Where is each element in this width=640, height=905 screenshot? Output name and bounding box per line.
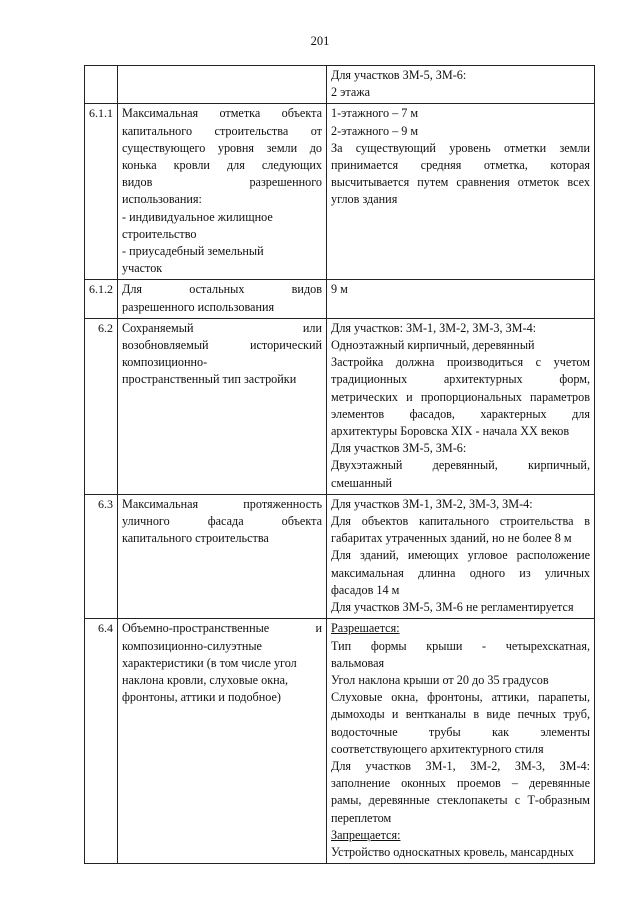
name-line: - приусадебный земельный bbox=[122, 244, 264, 259]
name-line: - индивидуальное жилищное bbox=[122, 209, 273, 224]
name-line: Для остальных видов bbox=[122, 282, 322, 297]
table-row bbox=[85, 619, 595, 864]
value-line: габаритах утраченных зданий, но не более 8 м bbox=[331, 531, 572, 546]
name-line: пространственный тип застройки bbox=[122, 372, 297, 387]
parameter-value bbox=[327, 104, 595, 280]
table-row bbox=[85, 318, 595, 494]
parameter-name bbox=[118, 619, 327, 864]
value-line: вальмовая bbox=[331, 655, 385, 670]
value-line: Одноэтажный кирпичный, деревянный bbox=[331, 338, 535, 353]
table-row bbox=[85, 66, 595, 104]
value-line: архитектуры Боровска XIX - начала XX веков bbox=[331, 424, 570, 439]
name-line: участок bbox=[122, 261, 163, 276]
value-line: 2 этажа bbox=[331, 85, 371, 100]
value-line: смешанный bbox=[331, 475, 393, 490]
parameter-value bbox=[327, 280, 595, 318]
value-line: соответствующего архитектурного стиля bbox=[331, 741, 544, 756]
value-line: Для участков ЗМ-5, ЗМ-6: bbox=[331, 68, 467, 82]
table-row bbox=[85, 104, 595, 280]
value-line: 2-этажного – 9 м bbox=[331, 123, 419, 138]
value-line: Для объектов капитального строительства в bbox=[331, 514, 590, 529]
name-line: использования: bbox=[122, 192, 202, 207]
name-line: наклона кровли, слуховые окна, bbox=[122, 672, 289, 687]
name-line: композиционно-силуэтные bbox=[122, 638, 262, 653]
value-line: элементов фасадов, характерных для bbox=[331, 406, 590, 421]
value-line: Двухэтажный деревянный, кирпичный, bbox=[331, 458, 590, 473]
parameter-name bbox=[118, 494, 327, 618]
value-line: Для участков ЗМ-5, ЗМ-6 не регламентируется bbox=[331, 600, 574, 615]
value-line: заполнение оконных проемов – деревянные bbox=[331, 776, 590, 791]
name-line: Сохраняемый или bbox=[122, 320, 322, 335]
value-line: Слуховые окна, фронтоны, аттики, парапеты, bbox=[331, 690, 590, 705]
table-row bbox=[85, 494, 595, 618]
name-line: конька кровли для следующих bbox=[122, 158, 322, 173]
value-line: Для участков ЗМ-1, ЗМ-2, ЗМ-3, ЗМ-4: bbox=[331, 758, 590, 773]
row-number bbox=[85, 66, 118, 104]
name-line: характеристики (в том числе угол bbox=[122, 655, 297, 670]
name-line: Максимальная отметка объекта bbox=[122, 106, 322, 121]
value-line: водосточные трубы как элементы bbox=[331, 724, 590, 739]
regulations-table bbox=[84, 65, 595, 864]
value-line: Застройка должна производиться с учетом bbox=[331, 355, 590, 370]
name-line: фронтоны, аттики и подобное) bbox=[122, 690, 281, 705]
permitted-heading: Разрешается: bbox=[331, 621, 400, 636]
row-number: 6.4 bbox=[85, 619, 118, 864]
value-line: Угол наклона крыши от 20 до 35 градусов bbox=[331, 672, 549, 687]
value-line: 9 м bbox=[331, 282, 348, 297]
value-line: метрических и пропорциональных параметров bbox=[331, 389, 590, 404]
parameter-name bbox=[118, 66, 327, 104]
name-line: уличного фасада объекта bbox=[122, 514, 322, 529]
parameter-name bbox=[118, 280, 327, 318]
parameter-name bbox=[118, 318, 327, 494]
value-line: Для участков: ЗМ-1, ЗМ-2, ЗМ-3, ЗМ-4: bbox=[331, 320, 537, 335]
row-number: 6.2 bbox=[85, 318, 118, 494]
value-line: фасадов 14 м bbox=[331, 582, 400, 597]
name-line: Объемно-пространственные и bbox=[122, 621, 322, 636]
parameter-value bbox=[327, 66, 595, 104]
parameter-value bbox=[327, 619, 595, 864]
row-number: 6.1.1 bbox=[85, 104, 118, 280]
value-line: принимается средняя отметка, которая bbox=[331, 158, 590, 173]
name-line: существующего уровня земли до bbox=[122, 140, 322, 155]
row-number: 6.1.2 bbox=[85, 280, 118, 318]
row-number: 6.3 bbox=[85, 494, 118, 618]
prohibited-heading: Запрещается: bbox=[331, 827, 401, 842]
parameter-value bbox=[327, 318, 595, 494]
name-line: Максимальная протяженность bbox=[122, 496, 322, 511]
parameter-value bbox=[327, 494, 595, 618]
value-line: Для участков ЗМ-5, ЗМ-6: bbox=[331, 441, 467, 456]
value-line: традиционных архитектурных форм, bbox=[331, 372, 590, 387]
name-line: композиционно- bbox=[122, 355, 208, 370]
page-number: 201 bbox=[310, 34, 330, 48]
value-line: дымоходы и вентканалы в виде печных труб, bbox=[331, 707, 590, 722]
name-line: разрешенного использования bbox=[122, 299, 275, 314]
value-line: За существующий уровень отметки земли bbox=[331, 140, 590, 155]
name-line: капитального строительства bbox=[122, 531, 269, 546]
name-line: видов разрешенного bbox=[122, 175, 322, 190]
value-line: высчитывается путем сравнения отметок всех bbox=[331, 175, 590, 190]
name-line: строительство bbox=[122, 226, 197, 241]
value-line: переплетом bbox=[331, 810, 392, 825]
name-line: возобновляемый исторический bbox=[122, 338, 322, 353]
name-line: капитального строительства от bbox=[122, 123, 322, 138]
parameter-name bbox=[118, 104, 327, 280]
value-line: 1-этажного – 7 м bbox=[331, 106, 419, 121]
value-line: Для участков ЗМ-1, ЗМ-2, ЗМ-3, ЗМ-4: bbox=[331, 496, 533, 511]
value-line: максимальная длинна одного из уличных bbox=[331, 565, 590, 580]
value-line: Для зданий, имеющих угловое расположение bbox=[331, 548, 590, 563]
value-line: Устройство односкатных кровель, мансардных bbox=[331, 844, 574, 859]
value-line: Тип формы крыши - четырехскатная, bbox=[331, 638, 590, 653]
value-line: рамы, деревянные стеклопакеты с Т-образным bbox=[331, 793, 590, 808]
table-row bbox=[85, 280, 595, 318]
value-line: углов здания bbox=[331, 192, 398, 207]
